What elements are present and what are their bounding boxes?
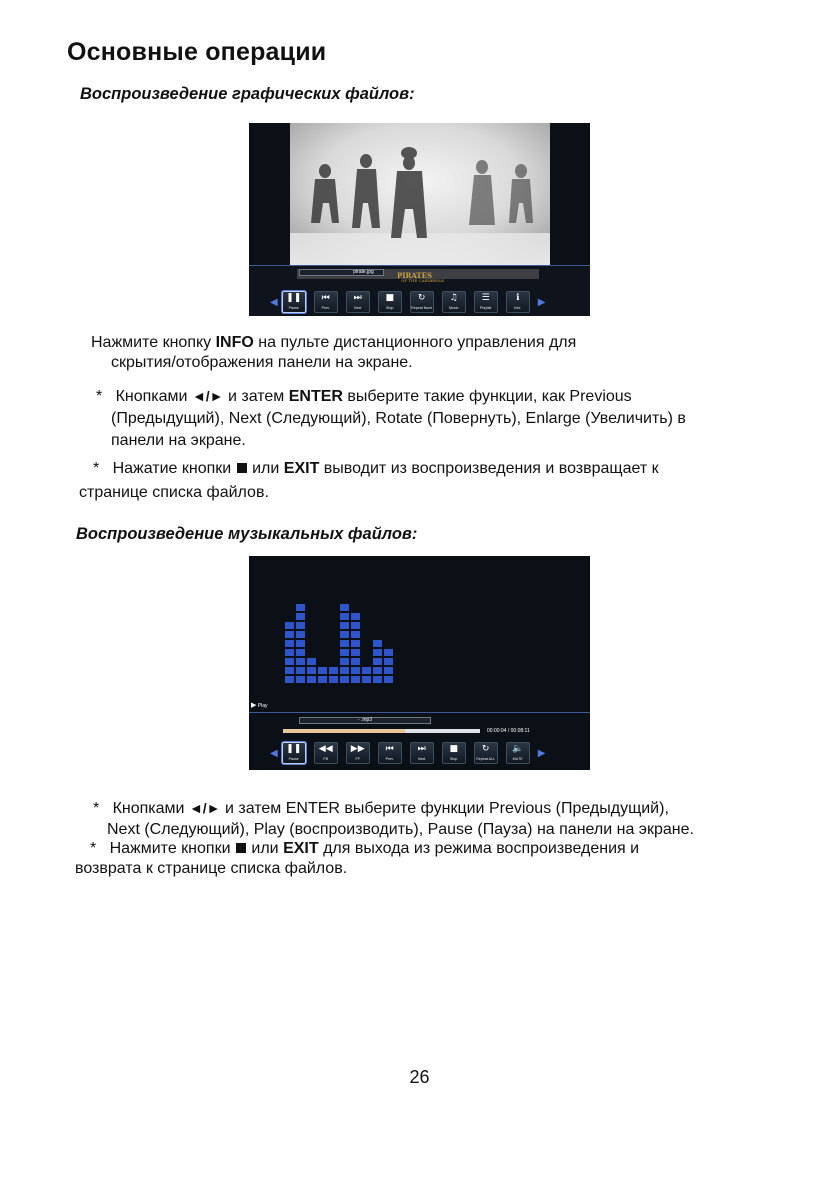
- music-filename: - .mp3: [357, 717, 373, 723]
- equalizer-bar-cell: [296, 640, 305, 647]
- music-control-label: Prev.: [385, 757, 394, 761]
- equalizer-bar-cell: [384, 649, 393, 656]
- music-filename-box: [299, 717, 431, 724]
- equalizer-bar-cell: [351, 613, 360, 620]
- equalizer-bar-cell: [318, 667, 327, 674]
- equalizer-bar-cell: [285, 658, 294, 665]
- equalizer-bar-cell: [362, 676, 371, 683]
- music-progress-bar[interactable]: [283, 729, 480, 733]
- photo-filename-box: [299, 269, 384, 276]
- note-text: Кнопками: [112, 800, 189, 817]
- info-key: INFO: [215, 334, 254, 351]
- equalizer-bar-cell: [373, 667, 382, 674]
- equalizer-bar-cell: [351, 676, 360, 683]
- photo-control-label: Pause: [288, 306, 299, 310]
- equalizer-bar-cell: [329, 676, 338, 683]
- photo-note-2-line2: странице списка файлов.: [79, 484, 269, 501]
- equalizer-bar-cell: [307, 658, 316, 665]
- equalizer-bar-cell: [307, 676, 316, 683]
- repeat-icon: ↻: [417, 293, 426, 303]
- equalizer-bar-cell: [340, 604, 349, 611]
- photo-note-2: [93, 458, 659, 480]
- bullet-star: *: [96, 388, 103, 405]
- photo-control-bar: [270, 291, 590, 313]
- equalizer-bar-cell: [384, 658, 393, 665]
- photo-repeat-button[interactable]: [410, 291, 434, 313]
- equalizer-bar-cell: [285, 649, 294, 656]
- photo-stop-button[interactable]: [378, 291, 402, 313]
- pause-icon: ❚❚: [286, 744, 302, 754]
- bullet-star: *: [93, 460, 100, 477]
- previous-icon: ⏮: [321, 293, 330, 303]
- music-previous-button[interactable]: [378, 742, 402, 764]
- music-playback-screenshot: [249, 556, 590, 770]
- equalizer-bar-cell: [296, 676, 305, 683]
- photo-control-label: Stop: [386, 306, 394, 310]
- next-icon: ⏭: [417, 744, 426, 754]
- music-icon: ♫: [449, 293, 458, 303]
- movie-logo-subtitle: OF THE CARIBBEAN: [401, 278, 445, 283]
- photo-note-1: [96, 385, 632, 408]
- stop-icon: ■: [385, 293, 394, 303]
- photo-previous-button[interactable]: [314, 291, 338, 313]
- arrow-left-icon[interactable]: ◀: [270, 296, 278, 308]
- equalizer-bar-cell: [296, 631, 305, 638]
- equalizer-bar-cell: [285, 631, 294, 638]
- page-number: 26: [409, 1067, 430, 1087]
- page-title: Основные операции: [67, 38, 327, 66]
- next-icon: ⏭: [353, 293, 362, 303]
- equalizer-bar-cell: [351, 631, 360, 638]
- music-note-2: [90, 838, 639, 860]
- photo-playback-screenshot: [249, 123, 590, 316]
- equalizer-bar-cell: [340, 622, 349, 629]
- music-control-label: FB: [323, 757, 328, 761]
- note-text: и затем ENTER выберите функции Previous (Предыдущий),: [220, 800, 669, 817]
- info-instruction-line2: скрытия/отображения панели на экране.: [111, 354, 413, 371]
- photo-control-label: Info.: [514, 306, 522, 310]
- play-status: [251, 701, 268, 709]
- photo-note-1-line2: (Предыдущий), Next (Следующий), Rotate (Повернуть), Enlarge (Увеличить) в: [111, 410, 686, 427]
- music-control-label: Stop: [450, 757, 458, 761]
- music-note-2-line2: возврата к странице списка файлов.: [75, 860, 348, 877]
- info-icon: ℹ: [515, 293, 520, 303]
- equalizer-bar-cell: [340, 631, 349, 638]
- equalizer-bar-cell: [384, 667, 393, 674]
- play-status-icon: ▶: [251, 702, 257, 709]
- note-text: Нажмите кнопки: [109, 840, 235, 857]
- equalizer-bar-cell: [373, 676, 382, 683]
- stop-square-icon: [237, 463, 247, 473]
- info-instruction: [91, 332, 576, 354]
- music-control-label: Next: [418, 757, 426, 761]
- music-mute-button[interactable]: [506, 742, 530, 764]
- equalizer-bar-cell: [329, 667, 338, 674]
- music-progress-fill: [283, 729, 405, 733]
- music-stop-button[interactable]: [442, 742, 466, 764]
- previous-icon: ⏮: [385, 744, 394, 754]
- equalizer-bar-cell: [285, 640, 294, 647]
- music-pause-button[interactable]: [282, 742, 306, 764]
- arrow-left-icon[interactable]: ◀: [270, 747, 278, 759]
- note-text: и затем: [223, 388, 289, 405]
- photo-control-label: Prev.: [321, 306, 330, 310]
- music-control-label: FF: [355, 757, 360, 761]
- music-fast-backward-button[interactable]: [314, 742, 338, 764]
- equalizer-bar-cell: [318, 676, 327, 683]
- playlist-icon: ☰: [481, 293, 490, 303]
- equalizer-bar-cell: [296, 667, 305, 674]
- equalizer-bar-cell: [351, 640, 360, 647]
- photo-control-label: Next: [354, 306, 362, 310]
- music-note-1: [93, 797, 669, 820]
- equalizer-bar-cell: [296, 622, 305, 629]
- arrow-right-icon[interactable]: ▶: [537, 747, 546, 759]
- equalizer-bar-cell: [285, 667, 294, 674]
- music-control-label: MUTE: [512, 757, 523, 761]
- exit-key: EXIT: [283, 840, 319, 857]
- photo-music-button[interactable]: [442, 291, 466, 313]
- pause-icon: ❚❚: [286, 293, 302, 303]
- mute-icon: 🔈: [512, 744, 524, 754]
- bullet-star: *: [93, 800, 100, 817]
- music-section-title: Воспроизведение музыкальных файлов:: [76, 525, 418, 543]
- photo-section-title: Воспроизведение графических файлов:: [80, 85, 415, 103]
- equalizer-bar-cell: [340, 649, 349, 656]
- fast-forward-icon: ▶▶: [350, 744, 365, 754]
- movie-logo: PIRATES: [397, 271, 433, 280]
- repeat-icon: ↻: [481, 744, 490, 754]
- equalizer-bar-cell: [373, 649, 382, 656]
- music-fast-forward-button[interactable]: [346, 742, 370, 764]
- equalizer-bar-cell: [384, 676, 393, 683]
- equalizer-bar-cell: [296, 613, 305, 620]
- stop-square-icon: [236, 843, 246, 853]
- equalizer-bar-cell: [296, 649, 305, 656]
- equalizer-bar-cell: [362, 667, 371, 674]
- music-time: 00:00:04 / 00:08:11: [487, 728, 530, 734]
- info-text-before: Нажмите кнопку: [91, 334, 216, 351]
- info-text-after: на пульте дистанционного управления для: [253, 334, 577, 351]
- note-text: Нажатие кнопки: [112, 460, 236, 477]
- note-text: или: [246, 840, 284, 857]
- left-right-keys: ◄/►: [188, 800, 221, 816]
- equalizer-bar-cell: [351, 622, 360, 629]
- photo-control-label: Playlist: [480, 306, 492, 310]
- left-right-keys: ◄/►: [191, 388, 224, 404]
- exit-key: EXIT: [283, 460, 320, 477]
- equalizer-bar-cell: [373, 658, 382, 665]
- music-next-button[interactable]: [410, 742, 434, 764]
- equalizer-bar-cell: [340, 640, 349, 647]
- note-text: или: [247, 460, 284, 477]
- equalizer-bar-cell: [296, 604, 305, 611]
- equalizer-bar-cell: [340, 676, 349, 683]
- equalizer-bar-cell: [285, 676, 294, 683]
- note-text: выберите такие функции, как Previous: [342, 388, 632, 405]
- music-note-1-line2: Next (Следующий), Play (воспроизводить), Pause (Пауза) на панели на экране.: [107, 821, 694, 838]
- equalizer-bar-cell: [351, 658, 360, 665]
- photo-note-1-line3: панели на экране.: [111, 432, 246, 449]
- music-repeat-button[interactable]: [474, 742, 498, 764]
- equalizer-bar-cell: [340, 667, 349, 674]
- photo-pause-button[interactable]: [282, 291, 306, 313]
- equalizer-bar-cell: [285, 622, 294, 629]
- fast-backward-icon: ◀◀: [318, 744, 333, 754]
- bullet-star: *: [90, 840, 97, 857]
- equalizer-bar-cell: [340, 613, 349, 620]
- music-control-label: Repeat ALL: [476, 757, 496, 761]
- enter-key: ENTER: [288, 388, 343, 405]
- photo-scene: [249, 123, 590, 316]
- equalizer-bar-cell: [351, 649, 360, 656]
- stop-icon: ■: [449, 744, 458, 754]
- music-control-bar: [270, 742, 590, 764]
- photo-control-label: Repeat None: [411, 306, 433, 310]
- photo-info-button[interactable]: [506, 291, 530, 313]
- equalizer-bar-cell: [307, 667, 316, 674]
- equalizer-bar-cell: [373, 640, 382, 647]
- music-control-label: Pause: [288, 757, 299, 761]
- note-text: Кнопками: [115, 388, 192, 405]
- equalizer-visualizer: [249, 556, 590, 770]
- equalizer-bar-cell: [296, 658, 305, 665]
- photo-control-label: Music: [449, 306, 459, 310]
- equalizer-bar-cell: [340, 658, 349, 665]
- photo-next-button[interactable]: [346, 291, 370, 313]
- note-text: для выхода из режима воспроизведения и: [318, 840, 640, 857]
- note-text: выводит из воспроизведения и возвращает к: [319, 460, 659, 477]
- play-status-text: Play: [257, 703, 268, 709]
- photo-filename: pirate.jpg: [353, 269, 374, 275]
- photo-playlist-button[interactable]: [474, 291, 498, 313]
- arrow-right-icon[interactable]: ▶: [537, 296, 546, 308]
- equalizer-bar-cell: [351, 667, 360, 674]
